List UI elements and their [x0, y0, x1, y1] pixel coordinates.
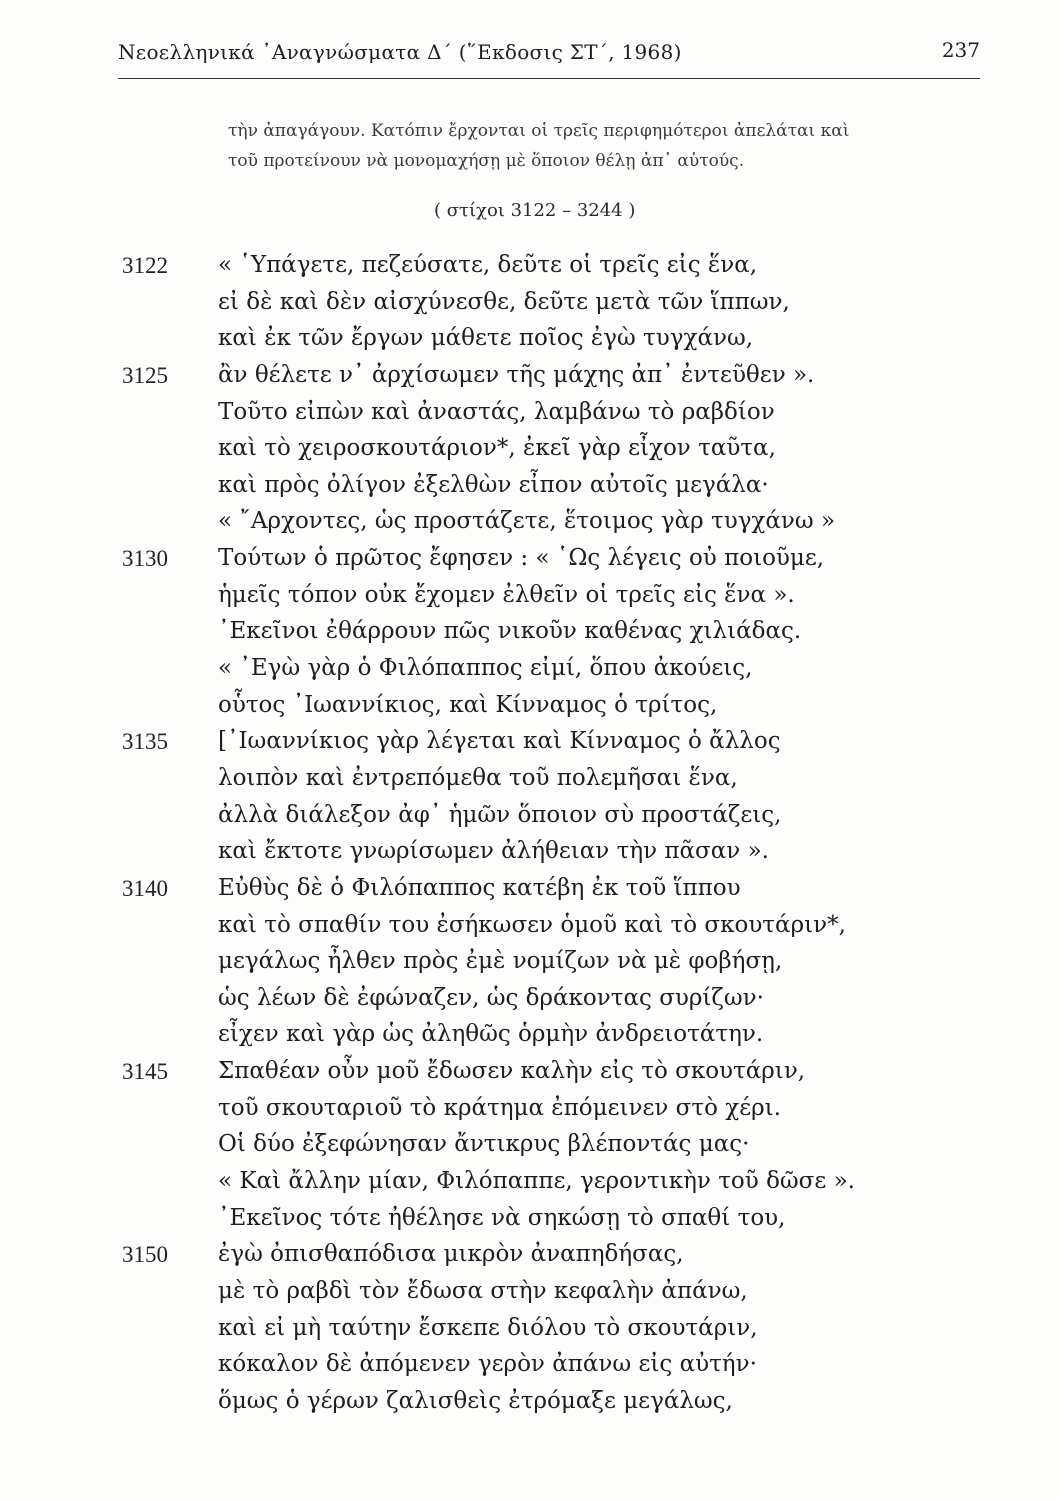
verse-text: μὲ τὸ ραβδὶ τὸν ἔδωσα στὴν κεφαλὴν ἀπάνω,: [218, 1277, 748, 1304]
verse-line: [0, 761, 1059, 798]
verse-line: [0, 614, 1059, 651]
verse-line: [0, 321, 1059, 358]
line-number: 3135: [122, 729, 168, 755]
verse-text: κόκαλον δὲ ἀπόμενεν γερὸν ἀπάνω εἰς αὐτήν·: [218, 1351, 757, 1378]
line-number: 3140: [122, 875, 168, 901]
verse-line: [0, 358, 1059, 395]
line-number: 3125: [122, 362, 168, 388]
running-title: Νεοελληνικά ᾿Αναγνώσματα Δ΄ (῞Εκδοσις ΣΤ΄, 1968): [118, 40, 682, 64]
header-rule: [118, 78, 980, 79]
verse-line: [0, 944, 1059, 981]
verse-line: [0, 1384, 1059, 1421]
verse-text: καὶ εἰ μὴ ταύτην ἔσκεπε διόλου τὸ σκουτάριν,: [218, 1314, 758, 1341]
verse-line: [0, 1201, 1059, 1238]
verse-text: λοιπὸν καὶ ἐντρεπόμεθα τοῦ πολεμῆσαι ἕνα,: [218, 764, 738, 791]
verse-line: [0, 578, 1059, 615]
verse-line: [0, 1054, 1059, 1091]
verse-text: « ῾Υπάγετε, πεζεύσατε, δεῦτε οἱ τρεῖς εἰς ἕνα,: [218, 252, 758, 278]
verse-line: [0, 1347, 1059, 1384]
verse-line: [0, 468, 1059, 505]
verse-text: [᾿Ιωαννίκιος γὰρ λέγεται καὶ Κίνναμος ὁ ἄλλος: [218, 728, 781, 755]
verse-text: ἐγὼ ὀπισθαπόδισα μικρὸν ἀναπηδήσας,: [218, 1241, 684, 1268]
verse-line: [0, 1274, 1059, 1311]
line-number: 3130: [122, 546, 168, 572]
verse-text: ᾿Εκεῖνοι ἐθάρρουν πῶς νικοῦν καθένας χιλιάδας.: [218, 618, 802, 645]
verse-line: [0, 1237, 1059, 1274]
verse-text: ἂν θέλετε ν᾿ ἀρχίσωμεν τῆς μάχης ἀπ᾿ ἐντεῦθεν ».: [218, 361, 815, 388]
intro-line: τοῦ προτείνουν νὰ μονομαχήσῃ μὲ ὅποιον θέλῃ ἀπ᾿ αὐτούς.: [228, 151, 745, 171]
verse-text: τοῦ σκουταριοῦ τὸ κράτημα ἐπόμεινεν στὸ χέρι.: [218, 1094, 781, 1121]
verse-text: Οἱ δύο ἐξεφώνησαν ἄντικρυς βλέποντάς μας·: [218, 1131, 750, 1158]
intro-paragraph: [228, 116, 968, 176]
verse-text: Τούτων ὁ πρῶτος ἔφησεν : « ῾Ως λέγεις οὐ ποιοῦμε,: [218, 545, 825, 572]
verse-text: Σπαθέαν οὖν μοῦ ἔδωσεν καλὴν εἰς τὸ σκουτάριν,: [218, 1058, 806, 1085]
verse-text: « Καὶ ἄλλην μίαν, Φιλόπαππε, γεροντικὴν τοῦ δῶσε ».: [218, 1168, 855, 1195]
verse-text: Εὐθὺς δὲ ὁ Φιλόπαππος κατέβη ἐκ τοῦ ἵππου: [218, 874, 741, 901]
poem-verses: [0, 248, 1059, 1421]
verse-text: καὶ πρὸς ὀλίγον ἐξελθὼν εἶπον αὐτοῖς μεγάλα·: [218, 471, 769, 498]
verse-line: [0, 431, 1059, 468]
verse-text: Τοῦτο εἰπὼν καὶ ἀναστάς, λαμβάνω τὸ ραβδίον: [218, 398, 775, 425]
verse-line: [0, 1091, 1059, 1128]
line-number: 3122: [122, 253, 168, 278]
verse-text: καὶ ἔκτοτε γνωρίσωμεν ἀλήθειαν τὴν πᾶσαν ».: [218, 838, 769, 865]
verse-range: ( στίχοι 3122 – 3244 ): [434, 200, 636, 221]
verse-text: καὶ τὸ χειροσκουτάριον*, ἐκεῖ γὰρ εἶχον ταῦτα,: [218, 435, 776, 462]
page-number: 237: [941, 38, 980, 62]
verse-line: [0, 1017, 1059, 1054]
verse-line: [0, 504, 1059, 541]
verse-text: « ᾿Εγὼ γὰρ ὁ Φιλόπαππος εἰμί, ὅπου ἀκούεις,: [218, 655, 753, 682]
verse-line: [0, 1127, 1059, 1164]
verse-line: [0, 285, 1059, 322]
verse-line: [0, 395, 1059, 432]
verse-text: ὡς λέων δὲ ἐφώναζεν, ὡς δράκοντας συρίζων·: [218, 984, 764, 1011]
verse-line: [0, 724, 1059, 761]
verse-line: [0, 871, 1059, 908]
verse-line: [0, 1164, 1059, 1201]
verse-text: « ῎Αρχοντες, ὡς προστάζετε, ἕτοιμος γὰρ τυγχάνω »: [218, 508, 836, 535]
verse-line: [0, 981, 1059, 1018]
verse-text: ἀλλὰ διάλεξον ἀφ᾿ ἡμῶν ὅποιον σὺ προστάζεις,: [218, 801, 782, 828]
verse-text: εἶχεν καὶ γὰρ ὡς ἀληθῶς ὁρμὴν ἀνδρειοτάτην.: [218, 1021, 764, 1048]
verse-line: [0, 248, 1059, 285]
verse-line: [0, 688, 1059, 725]
verse-text: οὗτος ᾿Ιωαννίκιος, καὶ Κίνναμος ὁ τρίτος,: [218, 691, 718, 718]
line-number: 3150: [122, 1242, 168, 1268]
verse-line: [0, 541, 1059, 578]
verse-line: [0, 834, 1059, 871]
verse-line: [0, 651, 1059, 688]
line-number: 3145: [122, 1059, 168, 1085]
verse-text: ᾿Εκεῖνος τότε ἠθέλησε νὰ σηκώσῃ τὸ σπαθί του,: [218, 1204, 786, 1231]
verse-text: καὶ τὸ σπαθίν του ἐσήκωσεν ὁμοῦ καὶ τὸ σκουτάριν*,: [218, 911, 846, 938]
verse-text: εἰ δὲ καὶ δὲν αἰσχύνεσθε, δεῦτε μετὰ τῶν ἵππων,: [218, 288, 790, 315]
verse-line: [0, 1311, 1059, 1348]
verse-text: ὅμως ὁ γέρων ζαλισθεὶς ἐτρόμαξε μεγάλως,: [218, 1387, 733, 1414]
verse-line: [0, 908, 1059, 945]
verse-text: καὶ ἐκ τῶν ἔργων μάθετε ποῖος ἐγὼ τυγχάνω,: [218, 325, 754, 352]
verse-text: μεγάλως ἦλθεν πρὸς ἐμὲ νομίζων νὰ μὲ φοβήσῃ,: [218, 948, 783, 975]
verse-text: ἡμεῖς τόπον οὐκ ἔχομεν ἐλθεῖν οἱ τρεῖς εἰς ἕνα ».: [218, 581, 795, 608]
running-header: [118, 36, 980, 76]
intro-line: τὴν ἀπαγάγουν. Κατόπιν ἔρχονται οἱ τρεῖς περιφημότεροι ἀπελάται καὶ: [228, 121, 850, 141]
verse-line: [0, 798, 1059, 835]
